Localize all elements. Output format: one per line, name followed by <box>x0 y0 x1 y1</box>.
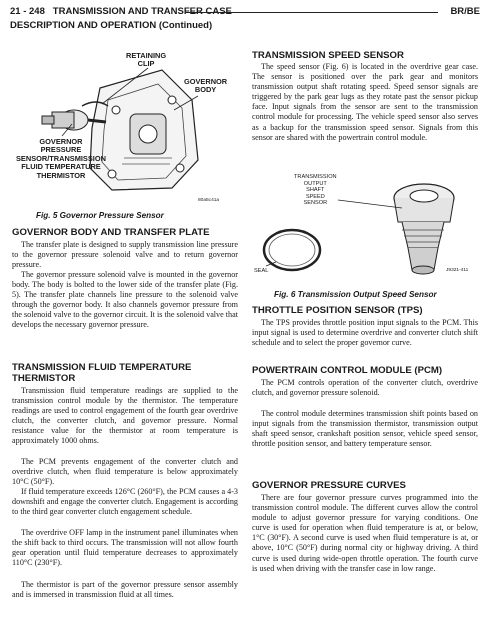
section-title: TRANSMISSION AND TRANSFER CASE <box>52 6 232 17</box>
tps-p1: The TPS provides throttle position input signals to the PCM. This input signal is used to determine overdrive and converter clutch shift schedule and to select the proper governor curve. <box>252 318 478 348</box>
page-header <box>10 6 480 20</box>
governor-body-p1: The transfer plate is designed to supply transmission line pressure to the governor pressure solenoid valve and to return governor pressure. <box>12 240 238 270</box>
speed-sensor-illustration <box>252 170 478 285</box>
figure-5 <box>12 40 238 205</box>
governor-pressure-sensor-illustration <box>12 40 238 205</box>
model-code: BR/BE <box>450 6 480 17</box>
thermistor-p1: Transmission fluid temperature readings are supplied to the transmission control module by the thermistor. The temperature readings are used to control engagement of the fourth gear overdrive clutch, the converter clutch, and governor pressure. Normal resistance value for the thermistor at room temperature is approximately 1000 ohms. <box>12 386 238 446</box>
heading-pcm: POWERTRAIN CONTROL MODULE (PCM) <box>252 365 443 376</box>
label-governor-body: GOVERNOR BODY <box>184 77 228 95</box>
label-output-shaft-speed-sensor: TRANSMISSION OUTPUT SHAFT SPEED SENSOR <box>294 174 337 207</box>
heading-tps: THROTTLE POSITION SENSOR (TPS) <box>252 305 423 316</box>
page-number: 21 - 248 TRANSMISSION AND TRANSFER CASE <box>10 6 232 17</box>
speed-sensor-p1: The speed sensor (Fig. 6) is located in the overdrive gear case. The sensor is positioned over the park gear and monitors transmission output shaft rotating speed. Speed sensor signals are triggered by the park gear lugs as they rotate past the sensor pickup face. Input signals from the sensor are sent to the transmission control module for processing. The vehicle speed sensor also serves as a backup for the transmission speed sensor. Signals from this sensor are shared with the powertrain control module. <box>252 62 478 142</box>
figure-6 <box>252 170 478 285</box>
label-sensor-thermistor: GOVERNOR PRESSURE SENSOR/TRANSMISSION FLUID TEMPERATURE THERMISTOR <box>16 137 106 180</box>
heading-thermistor-line1: TRANSMISSION FLUID TEMPERATURE <box>12 362 192 373</box>
thermistor-p3: If fluid temperature exceeds 126°C (260°F), the PCM causes a 4-3 downshift and engage the converter clutch. Engagement is according to the third gear converter clutch engagement schedule. <box>12 487 238 517</box>
thermistor-p5: The thermistor is part of the governor pressure sensor assembly and is immersed in transmission fluid at all times. <box>12 580 238 600</box>
heading-thermistor-line2: THERMISTOR <box>12 373 76 384</box>
label-retaining-clip: RETAINING CLIP <box>126 51 167 69</box>
thermistor-p4: The overdrive OFF lamp in the instrument panel illuminates when the shift back to third occurs. The transmission will not allow fourth gear operation until fluid temperature decreases to approximately 110°C (230°F). <box>12 528 238 568</box>
pcm-p2: The control module determines transmission shift points based on input signals from the transmission thermistor, transmission output shaft speed sensor, crankshaft position sensor, vehicle speed sensor, throttle position sensor, and battery temperature sensor. <box>252 409 478 449</box>
figure-6-id: J9321-411 <box>446 268 469 273</box>
figure-5-id: 80a5c41a <box>198 198 220 203</box>
header-rule <box>186 12 438 13</box>
page-subtitle: DESCRIPTION AND OPERATION (Continued) <box>10 20 213 31</box>
pcm-p1: The PCM controls operation of the converter clutch, overdrive clutch, and governor pressure solenoid. <box>252 378 478 398</box>
label-seal: SEAL <box>254 268 269 274</box>
heading-governor-body: GOVERNOR BODY AND TRANSFER PLATE <box>12 227 210 238</box>
curves-p1: There are four governor pressure curves programmed into the transmission control module. The different curves allow the control module to adjust governor pressure for varying conditions. One curve is used for operation when fluid temperature is at, or below, 1°C (30°F). A second curve is used when fluid temperature is at, or above, 10°C (50°F) during normal city or highway driving. A third curve is used during wide-open throttle operation. The fourth curve is used when driving with the transfer case in low range. <box>252 493 478 573</box>
governor-body-p2: The governor pressure solenoid valve is mounted in the governor body. The body is bolted to the lower side of the transfer plate (Fig. 5). The transfer plate channels line pressure to the solenoid valve through the governor body. It also channels governor pressure from the solenoid valve to the governor circuit. It is the solenoid valve that develops the necessary governor pressure. <box>12 270 238 330</box>
figure-6-caption: Fig. 6 Transmission Output Speed Sensor <box>274 290 437 299</box>
heading-speed-sensor: TRANSMISSION SPEED SENSOR <box>252 50 404 61</box>
heading-governor-pressure-curves: GOVERNOR PRESSURE CURVES <box>252 480 406 491</box>
thermistor-p2: The PCM prevents engagement of the converter clutch and overdrive clutch, when fluid temperature is below approximately 10°C (50°F). <box>12 457 238 487</box>
figure-5-caption: Fig. 5 Governor Pressure Sensor <box>36 211 164 220</box>
